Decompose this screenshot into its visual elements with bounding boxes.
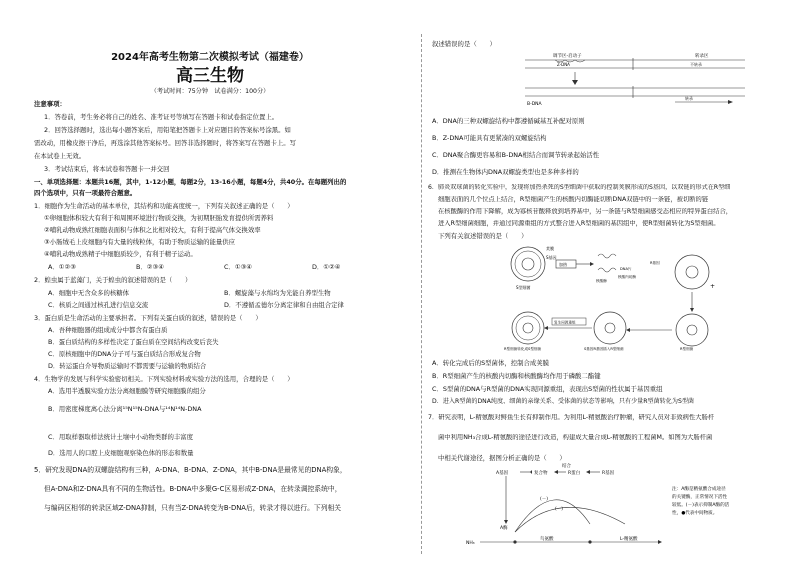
fig6-label-dna: DNA片: [620, 267, 632, 271]
fig7-label-agene: A基因: [496, 471, 509, 476]
note-2c: 在本试卷上无效。: [34, 152, 86, 160]
fig7-label-rprot: R蛋白: [568, 471, 581, 476]
q5-cont: 叙述错误的是（ ）: [432, 40, 496, 48]
q6-line4: 进入R型细菌细胞，并通过同源重组的方式整合进入R型细菌的基因组中，使R型细菌转化为S型细菌。: [438, 220, 720, 227]
note-2b: 需改动，用橡皮擦干净后，再选涂其他答案标号。回答非选择题时，将答案写在答题卡上。写: [34, 139, 297, 147]
exam-title: 2024年高考生物第二次模拟考试（福建卷）: [111, 52, 309, 63]
q2-stem: 2．蝗虫属于蓝藻门，关于蝗虫的叙述错误的是（ ）: [34, 276, 192, 284]
section1-b: 四个选项中，只有一项最符合题意。: [34, 189, 137, 197]
fig6-s-cell-outer: [511, 247, 545, 281]
fig6-label-capsule: 荚膜: [546, 246, 554, 251]
section1-a: 一、单项选择题：本题共16题，其中，1-12小题，每题2分，13-16小题，每题4分，共40分。在每题列出的: [34, 178, 347, 186]
q1-option-d: D．①②④: [312, 263, 341, 271]
q1-option-c: C．①③④: [224, 263, 253, 271]
fig7-metabolic-pathway: [460, 462, 790, 554]
q6-line3: 在核酸酶的作用下降解，成为寡核苷酸释放到培养基中，另一条链与R型细菌感受态相应的特异蛋白结合，: [438, 208, 733, 215]
fig7-label-rgene: R基因: [602, 471, 615, 476]
fig7-label-bind: 结合: [562, 464, 571, 469]
q6-option-a: A．转化完成后的S型菌体，控制合成荚膜: [432, 359, 550, 367]
fig5-label-bdna: B-DNA: [527, 102, 542, 107]
notes-heading: 注意事项：: [34, 100, 66, 108]
fig6-label-merge: 复生同源重组: [554, 320, 576, 325]
q1-option-b: B．②③④: [136, 263, 164, 271]
q6-line5: 下列有关叙述错误的是（ ）: [438, 232, 528, 240]
fig6-label-rbac-s: R型细菌转化成S型细菌: [504, 347, 542, 351]
q1-s2: ②哺乳动物成熟红细胞表面积与体积之比相对较大，有利于提高气体交换效率: [44, 226, 261, 234]
subject-title: 高三生物: [176, 66, 244, 86]
q4-option-b: B．用密度梯度离心法分离¹⁵N¹⁵N-DNA与¹⁴N¹⁴N-DNA: [48, 405, 202, 413]
fig5-label-transcription: 转录: [685, 96, 693, 101]
q4-option-d: D．选用人的口腔上皮细胞观察染色体的形态和数量: [48, 449, 194, 457]
fig7-label-complex: 复合物: [534, 471, 548, 476]
q1-option-a: A．①②③: [48, 263, 76, 271]
fig7-minus-1: (－): [540, 497, 549, 502]
note-3: 3．考试结束后，将本试卷和答题卡一并交回: [44, 165, 170, 173]
fig6-label-sbac: S型细菌: [516, 285, 531, 290]
q6-line1: 6．肺炎双球菌的转化实验中，发现将加热杀死的S型细菌中获取的控制荚膜形成的S基因，以双链的形式在R型细: [428, 184, 731, 191]
fig7-note-3: 较低。(－)表示抑制A酶的活: [672, 503, 730, 508]
q7-line2: 菌中利用NH₃合成L-精氨酸的途径进行改造，构建成大量合成L-精氨酸的工程菌M。如图为大肠杆菌: [438, 434, 713, 441]
fig5-label-transcribed: 转录区: [695, 54, 709, 59]
fig7-minus-2: (－): [555, 507, 564, 512]
exam-meta: （考试时间：75分钟 试卷满分：100分）: [150, 88, 270, 95]
fig5-label-regulatory: 调节区-启动子: [553, 54, 582, 59]
q2-option-a: A．细胞中无含众多的核糖体: [48, 289, 130, 297]
q5-option-b: B．Z-DNA可能具有更紧凑的双螺旋结构: [432, 134, 547, 142]
q5-option-d: D．推测在生物体内DNA双螺旋类型也是多种多样的: [432, 168, 579, 176]
q2-option-c: C．核质之间通过核孔进行信息交流: [48, 301, 149, 309]
fig6-transformation-diagram: [500, 242, 720, 354]
q4-option-c: C．用取样器取样法统计土壤中小动物类群的丰富度: [48, 433, 194, 441]
q1-stem: 1．细胞作为生命活动的基本单位，其结构和功能高度统一，下列有关叙述正确的是（ ）: [34, 202, 294, 210]
fig5-dna-diagram: [515, 50, 755, 108]
q6-option-c: C．S型菌的DNA与R型菌的DNA实现同源重组，表现出S型菌的性状属于基因重组: [432, 385, 663, 393]
q1-s4: ④哺乳动物成熟精子中细胞质较少，有利于精子运动。: [44, 250, 197, 258]
fig6-label-enzyme2: 核酸内切酶: [618, 275, 636, 279]
right-column: [420, 0, 794, 562]
q4-option-a: A．选用半透膜实验方法分离细胞膜等研究细胞膜的组分: [48, 387, 206, 395]
fig6-label-sgene: S基因: [546, 255, 557, 260]
fig6-label-rbac: R型细菌: [680, 347, 694, 351]
note-1: 1．答卷前，考生务必将自己的姓名、准考证号等填写在答题卡和试卷指定位置上。: [44, 113, 279, 121]
fig6-label-rgene: R基因: [650, 261, 660, 265]
fig6-label-enzyme: 核酸酶: [596, 279, 607, 283]
q3-option-d: D．转运蛋白介导物质运输时不都需要与运输的物质结合: [48, 362, 207, 370]
fig5-label-zdna: Z-DNA: [557, 62, 570, 67]
q2-option-b: B．螺旋藻与水绵均为光能自养型生物: [224, 289, 331, 297]
fig7-label-aenz: A酶: [500, 526, 508, 531]
fig7-label-ornithine: 鸟氨酸: [540, 537, 554, 542]
fig7-note-4: 性，●代表中间物质。: [672, 511, 718, 516]
note-2a: 2．回答选择题时，选出每小题答案后，用铅笔把答题卡上对应题目的答案标号涂黑。如: [44, 126, 291, 134]
q6-option-d: D．进入R型菌的DNA纯度、细菌的亲缘关系、受体菌的状态等影响，只有少量R型菌转化为S型菌: [432, 398, 695, 405]
fig5-label-block: 不转录: [690, 62, 702, 67]
fig6-label-rcomp: S基因R基因插入R型细菌: [584, 347, 624, 351]
q5-option-a: A．DNA的三种双螺旋结构中都遵循碱基互补配对原则: [432, 117, 585, 125]
q3-option-c: C．原核细胞中的DNA分子可与蛋白质结合形成复合物: [48, 350, 201, 358]
q6-option-b: B．R型细菌产生的核酸内切酶和核酸酶均作用于磷酸二酯键: [432, 372, 601, 380]
q3-option-a: A．吾种细胞器的组成成分中都含有蛋白质: [48, 326, 168, 334]
q4-stem: 4．生物学的发展与科学实验密切相关。下列实验材料或实验方法的选用，合理的是（ ）: [34, 375, 294, 383]
fig7-label-arginine: L-精氨酸: [620, 537, 638, 542]
fig7-note-2: 的关键酶，正常情况下活性: [672, 495, 728, 500]
q3-option-b: B．蛋白质结构的多样性决定了蛋白质在空间结构改变后丧失: [48, 338, 219, 346]
fig6-label-heat: 加热: [559, 262, 567, 267]
q5-line1: 5．研究发现DNA的双螺旋结构有三种，A-DNA、B-DNA、Z-DNA，其中B-DNA是最常见的DNA构象，: [34, 466, 347, 474]
fig7-note-1: 注：A酶是精氨酸合成途径: [672, 487, 726, 492]
q3-stem: 3．蛋白质是生命活动的主要承担者。下列有关蛋白质的叙述，错误的是（ ）: [34, 314, 262, 322]
fig7-label-nh3: NH₃: [466, 541, 475, 546]
q6-line2: 细胞表面的几个位点上结合，R型细菌产生的核酸内切酶能切断DNA双链中的一条链，被切断的链: [438, 196, 709, 203]
q5-line2: 但A-DNA和Z-DNA具有不同的生物活性。B-DNA中多聚G-C区易形成Z-DNA，在转录调控系统中，: [44, 485, 342, 493]
fig6-plus: +: [710, 283, 716, 290]
q5-line3: 与编码区相邻的转录区域Z-DNA抑制，只有当Z-DNA转变为B-DNA后，转录才得以进行。下列相关: [44, 504, 342, 512]
q1-s1: ①卵细胞体积较大有利于和周围环境进行物质交换，为初期胚胎发育提供所需养料: [44, 214, 274, 222]
q2-option-d: D．不遵循孟德尔分离定律和自由组合定律: [224, 301, 344, 309]
q7-line3: 中相关代谢途径，据图分析正确的是（ ）: [438, 454, 566, 462]
q1-s3: ③小肠绒毛上皮细胞内有大量的线粒体，有助于物质运输的能量供应: [44, 238, 236, 246]
q5-option-c: C．DNA聚合酶更容易和B-DNA相结合而调节转录起始活性: [432, 151, 600, 159]
q7-line1: 7．研究表明，L-精氨酸对鲟鱼生长有抑制作用。为利用L-精氨酸治疗肿瘤，研究人员对非致病性大肠杆: [428, 414, 715, 421]
